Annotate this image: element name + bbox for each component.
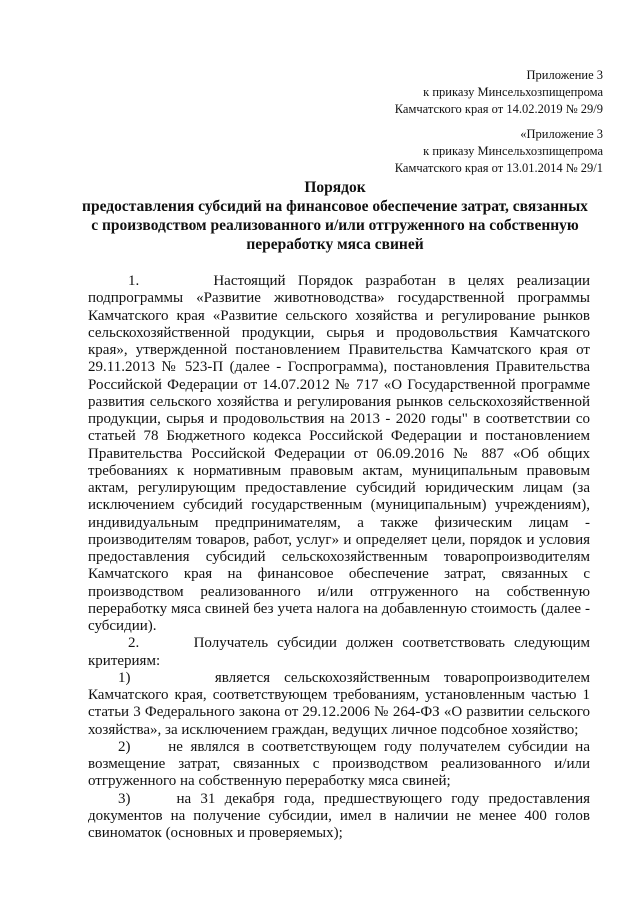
document-title: Порядок [304, 179, 366, 196]
appendix-current [395, 67, 603, 118]
appendix-current-line3: Камчатского края от 14.02.2019 № 29/9 [394, 102, 603, 116]
criteria-item: 2) не являлся в соответствующем году получателем субсидии на возмещение затрат, связанных с производством реализованного и/или отгруженного на собственную переработку мяса свиней; [88, 738, 590, 790]
document-body [88, 273, 590, 842]
criteria-item: 3) на 31 декабря года, предшествующего году предоставления документов на получение субсидии, имел в наличии не менее 400 голов свиноматок (основных и проверяемых); [88, 790, 590, 841]
appendix-current-line1: Приложение 3 [526, 68, 603, 82]
appendix-previous-line1: «Приложение 3 [520, 127, 603, 141]
appendix-previous-line2: к приказу Минсельхозпищепрома [423, 144, 603, 158]
criteria-item: 1) является сельскохозяйственным товаропроизводителем Камчатского края, соответствующем требованиям, установленным частью 1 статьи 3 Федерального закона от 29.12.2006 № 264-ФЗ «О развитии сельского хозяйства», за исключением граждан, ведущих личное подсобное хозяйство; [88, 669, 590, 738]
paragraph-purpose: 1. Настоящий Порядок разработан в целях реализации подпрограммы «Развитие животноводства» государственной программы Камчатского края «Развитие сельского хозяйства и регулирование рынков сельскохозяйственной продукции, сырья и продовольствия Камчатского края», утвержденной постановлением Правительства Камчатского края от 29.11.2013 № 523-П (далее - Госпрограмма), постановления Правительства Российской Федерации от 14.07.2012 № 717 «О Государственной программе развития сельского хозяйства и регулирования рынков сельскохозяйственной продукции, сырья и продовольствия на 2013 - 2020 годы" в соответствии со статьей 78 Бюджетного кодекса Российской Федерации и постановлением Правительства Российской Федерации от 06.09.2016 № 887 «Об общих требованиях к нормативным правовым актам, муниципальным правовым актам, регулирующим предоставление субсидий юридическим лицам (за исключением субсидий государственным (муниципальным) учреждениям), индивидуальным предпринимателям, а также физическим лицам - производителям товаров, работ, услуг» и определяет цели, порядок и условия предоставления субсидий сельскохозяйственным товаропроизводителям Камчатского края на финансовое обеспечение затрат, связанных с производством реализованного и/или отгруженного на собственную переработку мяса свиней без учета налога на добавленную стоимость (далее - субсидии). [88, 273, 590, 634]
appendix-previous [395, 126, 603, 177]
appendix-previous-line3: Камчатского края от 13.01.2014 № 29/1 [394, 161, 603, 175]
paragraph-criteria-intro: 2. Получатель субсидии должен соответствовать следующим критериям: [88, 635, 590, 669]
document-subtitle: предоставления субсидий на финансовое обеспечение затрат, связанных с производством реализованного и/или отгруженного на собственную переработку мяса свиней [82, 198, 588, 253]
appendix-current-line2: к приказу Минсельхозпищепрома [423, 85, 603, 99]
document-heading [78, 178, 592, 254]
